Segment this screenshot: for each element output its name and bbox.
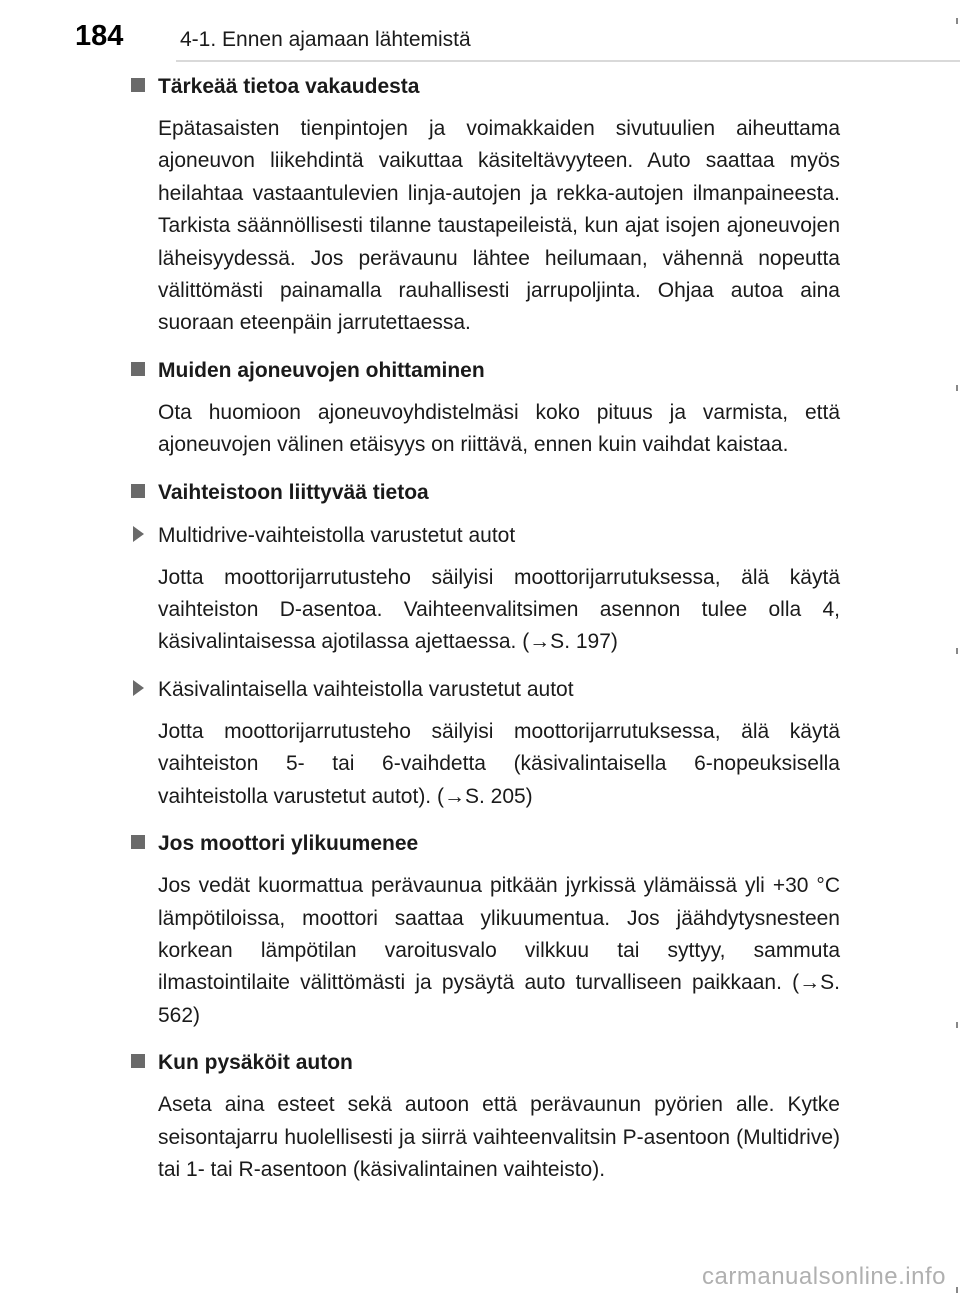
section-heading-transmission: [0, 476, 960, 509]
section-heading-text: Kun pysäköit auton: [158, 1051, 353, 1075]
page-header: [0, 0, 960, 70]
square-bullet-icon: [128, 70, 148, 103]
square-bullet-icon: [128, 354, 148, 387]
section-paragraph-overheating: Jos vedät kuormattua perävaunua pitkään jyrkissä ylämäissä yli +30 °C lämpötiloissa, moottori saattaa ylikuumentua. Jos jäähdytysnesteen korkean lämpötilan varoitusvalo vilkkuu tai syttyy, sammuta ilmastointilaite välittömästi ja pysäytä auto turvalliseen paikkaan. (→S. 562): [158, 874, 840, 1027]
section-heading-text: Vaihteistoon liittyvää tietoa: [158, 480, 429, 504]
square-bullet-icon: [128, 476, 148, 509]
subsection-paragraph-multidrive: Jotta moottorijarrutusteho säilyisi moottorijarrutuksessa, älä käytä vaihteiston D-asentoa. Vaihteenvalitsimen asennon tulee olla 4, käsivalintaisessa ajotilassa ajettaessa. (→S. 197): [158, 565, 840, 654]
subsection-heading-multidrive: [0, 519, 960, 552]
square-bullet-icon: [128, 1046, 148, 1079]
section-heading-text: Muiden ajoneuvojen ohittaminen: [158, 358, 485, 382]
triangle-bullet-icon: [128, 673, 148, 706]
edge-crop-mark: [956, 1022, 958, 1028]
section-paragraph-overtaking: Ota huomioon ajoneuvoyhdistelmäsi koko pituus ja varmista, että ajoneuvojen välinen etäisyys on riittävä, ennen kuin vaihdat kaistaa.: [158, 400, 840, 457]
subsection-paragraph-manual: Jotta moottorijarrutusteho säilyisi moottorijarrutuksessa, älä käytä vaihteiston 5- tai 6-vaihdetta (käsivalintaisella 6-nopeuksisella vaihteistolla varustetut autot). (→S. 205): [158, 719, 840, 808]
section-heading-text: Jos moottori ylikuumenee: [158, 832, 419, 856]
square-bullet-icon: [128, 827, 148, 860]
section-heading-parking: [0, 1046, 960, 1079]
section-heading-stability: [0, 70, 960, 103]
header-rule: [176, 60, 960, 62]
triangle-bullet-icon: [128, 519, 148, 552]
chapter-title: 4-1. Ennen ajamaan lähtemistä: [180, 28, 471, 51]
edge-crop-mark: [956, 648, 958, 654]
section-heading-overheating: [0, 827, 960, 860]
edge-crop-mark: [956, 1287, 958, 1293]
section-heading-overtaking: [0, 354, 960, 387]
section-heading-text: Tärkeää tietoa vakaudesta: [158, 75, 420, 98]
subsection-heading-text: Multidrive-vaihteistolla varustetut autot: [158, 523, 516, 547]
page-content: [0, 70, 960, 1200]
watermark: carmanualsonline.info: [702, 1263, 946, 1290]
subsection-heading-manual: [0, 673, 960, 706]
section-paragraph-stability: Epätasaisten tienpintojen ja voimakkaiden sivutuulien aiheuttama ajoneuvon liikehdintä vaikuttaa käsiteltävyyteen. Auto saattaa myös heilahtaa vastaantulevien linja-autojen ja rekka-autojen ilmanpaineesta. Tarkista säännöllisesti tilanne taustapeileistä, kun ajat isojen ajoneuvojen läheisyydessä. Jos perävaunu lähtee heilumaan, vähennä nopeutta välittömästi painamalla rauhallisesti jarrupoljinta. Ohjaa autoa aina suoraan eteenpäin jarrutettaessa.: [158, 117, 840, 335]
page-number: 184: [75, 20, 124, 52]
edge-crop-mark: [956, 385, 958, 391]
section-paragraph-parking: Aseta aina esteet sekä autoon että perävaunun pyörien alle. Kytke seisontajarru huolellisesti ja siirrä vaihteenvalitsin P-asentoon (Multidrive) tai 1- tai R-asentoon (käsivalintainen vaihteisto).: [158, 1093, 840, 1181]
edge-crop-mark: [956, 18, 958, 24]
subsection-heading-text: Käsivalintaisella vaihteistolla varustetut autot: [158, 677, 574, 701]
